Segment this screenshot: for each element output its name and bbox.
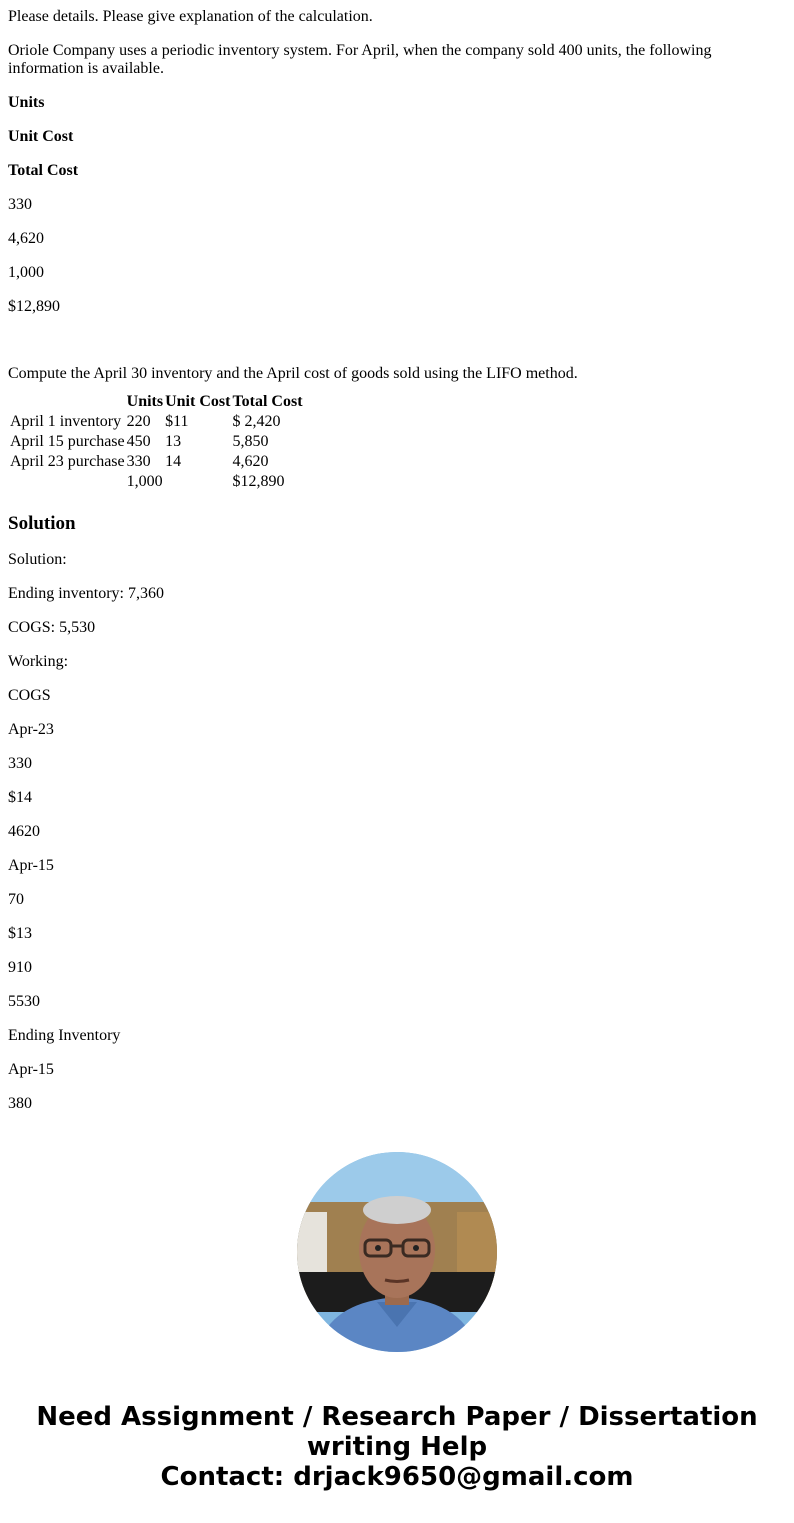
- table-header-cell: Total Cost: [232, 393, 303, 410]
- solution-lines: [8, 551, 786, 1113]
- table-cell: 1,000: [126, 473, 163, 490]
- table-cell: April 23 purchase: [10, 453, 125, 470]
- solution-line: Apr-15: [8, 1061, 54, 1078]
- loose-value: 330: [8, 196, 32, 213]
- solution-line: $14: [8, 789, 32, 806]
- promo-line: Need Assignment / Research Paper / Dissertation: [36, 1402, 758, 1432]
- table-cell: 4,620: [232, 453, 269, 470]
- solution-line: Working:: [8, 653, 69, 670]
- label-total-cost: Total Cost: [8, 162, 79, 179]
- promo-contact: Contact: drjack9650@gmail.com: [160, 1462, 634, 1492]
- table-cell: 13: [165, 433, 182, 450]
- solution-heading: Solution: [8, 513, 76, 534]
- solution-line: Apr-15: [8, 857, 54, 874]
- table-cell: 14: [165, 453, 182, 470]
- table-row: [10, 413, 382, 431]
- solution-line: Ending inventory: 7,360: [8, 585, 164, 602]
- solution-line: Apr-23: [8, 721, 54, 738]
- solution-line: 330: [8, 755, 32, 772]
- solution-line: $13: [8, 925, 32, 942]
- question-intro: Please details. Please give explanation of the calculation.: [8, 8, 373, 25]
- table-total-row: [10, 473, 382, 491]
- table-cell: $11: [165, 413, 189, 430]
- table-row: [10, 453, 382, 471]
- task-text: Compute the April 30 inventory and the April cost of goods sold using the LIFO method.: [8, 365, 578, 382]
- solution-line: 910: [8, 959, 32, 976]
- table-cell: $12,890: [232, 473, 285, 490]
- table-row: [10, 433, 382, 451]
- promo-banner: [0, 1402, 794, 1492]
- solution-line: 4620: [8, 823, 40, 840]
- avatar: [297, 1152, 497, 1352]
- solution-line: COGS: 5,530: [8, 619, 96, 636]
- table-header-cell: Units: [126, 393, 164, 410]
- inventory-table: [8, 391, 384, 493]
- solution-line: Ending Inventory: [8, 1027, 121, 1044]
- table-header-cell: Unit Cost: [165, 393, 231, 410]
- solution-line: 5530: [8, 993, 40, 1010]
- table-cell: $ 2,420: [232, 413, 281, 430]
- solution-line: 70: [8, 891, 24, 908]
- promo-line: writing Help: [306, 1432, 488, 1462]
- table-cell: [10, 473, 125, 491]
- spacer: [8, 332, 786, 349]
- loose-value: 4,620: [8, 230, 44, 247]
- table-cell: 330: [126, 453, 151, 470]
- solution-line: COGS: [8, 687, 51, 704]
- label-unit-cost: Unit Cost: [8, 128, 74, 145]
- loose-value: 1,000: [8, 264, 44, 281]
- table-cell: April 1 inventory: [10, 413, 122, 430]
- portrait-image: [297, 1152, 497, 1352]
- table-header-row: [10, 393, 382, 411]
- table-cell: April 15 purchase: [10, 433, 125, 450]
- solution-line: 380: [8, 1095, 32, 1112]
- loose-value: $12,890: [8, 298, 60, 315]
- table-cell: 5,850: [232, 433, 269, 450]
- table-cell: [165, 473, 230, 491]
- solution-line: Solution:: [8, 551, 67, 568]
- table-cell: 220: [126, 413, 151, 430]
- table-cell: 450: [126, 433, 151, 450]
- label-units: Units: [8, 94, 45, 111]
- document-body: [8, 0, 786, 1129]
- table-header-cell: [10, 393, 125, 411]
- question-description: Oriole Company uses a periodic inventory system. For April, when the company sold 400 units, the following information is available.: [8, 42, 712, 77]
